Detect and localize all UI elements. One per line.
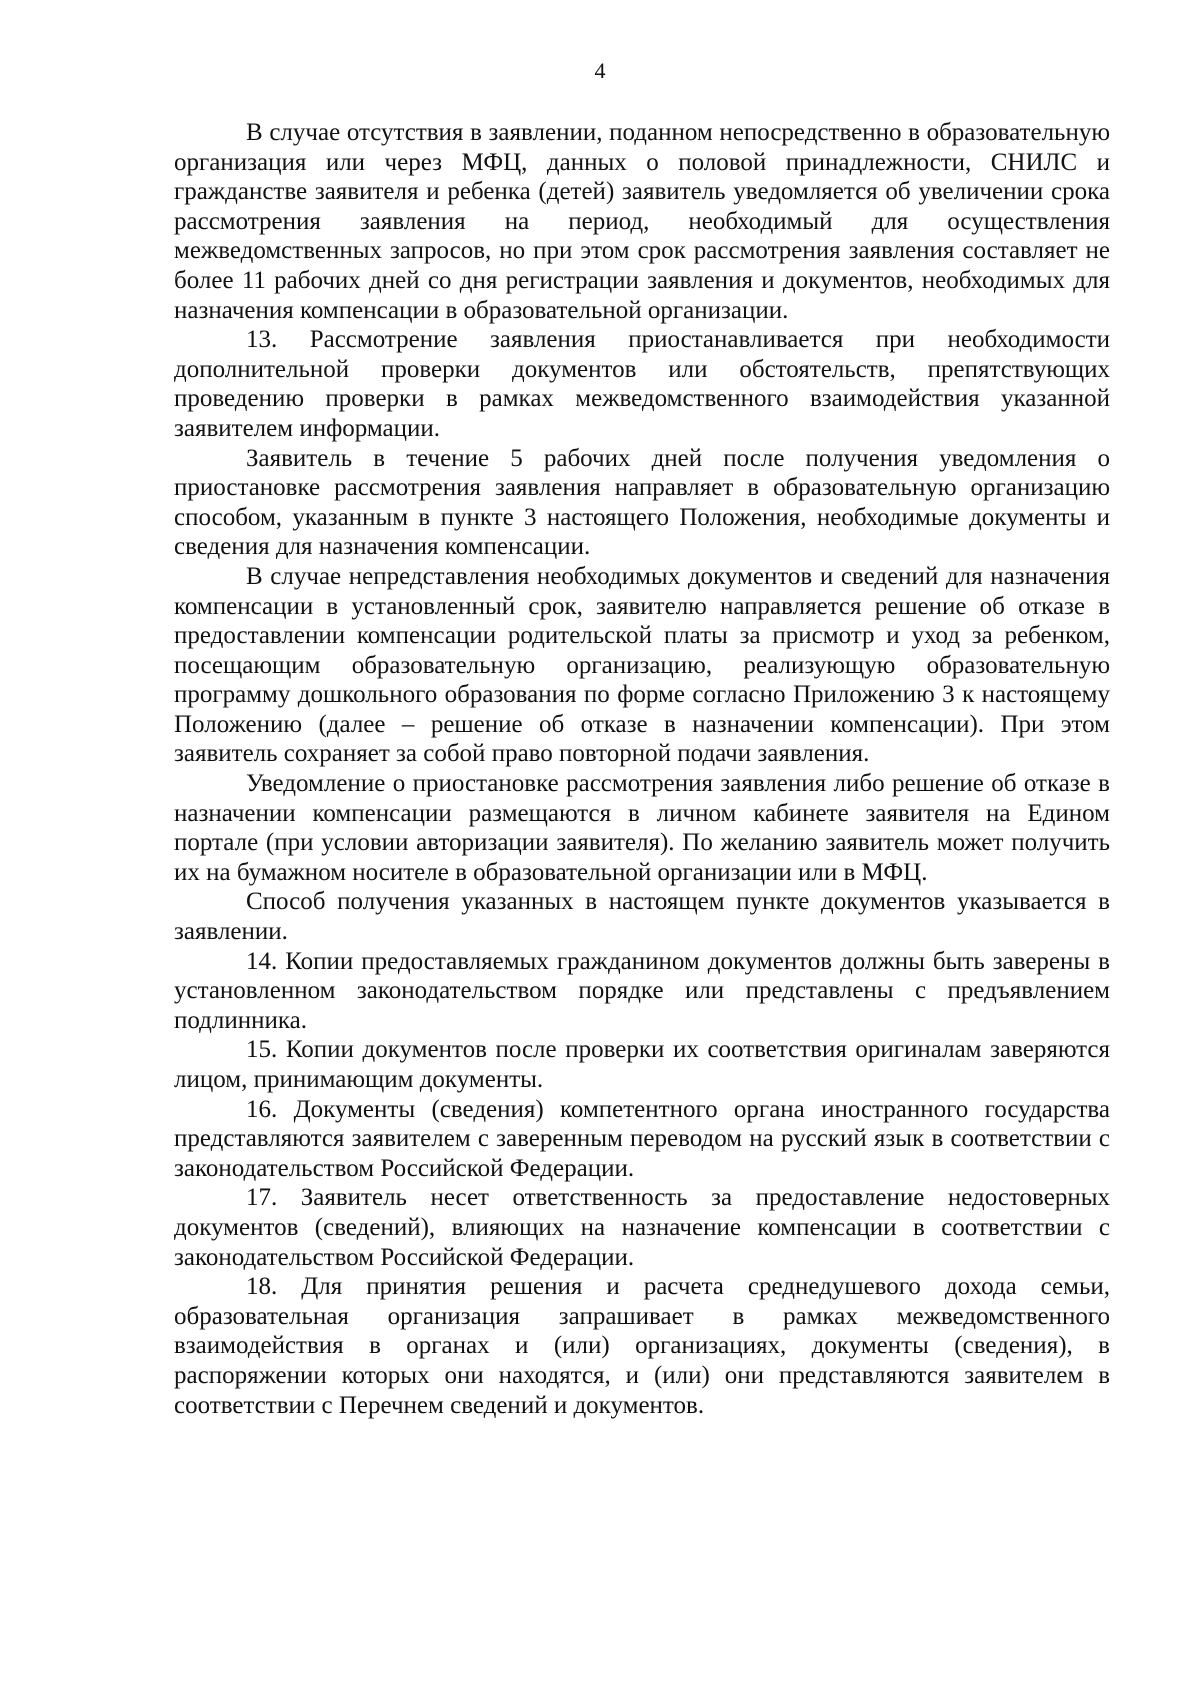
paragraph-refusal-decision: В случае непредставления необходимых документов и сведений для назначения компенсации в установленный срок, заявителю направляется решение об отказе в предоставлении компенсации родительской платы за присмотр и уход за ребенком, посещающим образовательную организацию, реализующую образовательную программу дошкольного образования по форме согласно Приложению 3 к настоящему Положению (далее – решение об отказе в назначении компенсации). При этом заявитель сохраняет за собой право повторной подачи заявления. [174, 562, 1110, 768]
paragraph-receipt-method: Способ получения указанных в настоящем пункте документов указывается в заявлении. [174, 888, 1110, 946]
paragraph-15: 15. Копии документов после проверки их соответствия оригиналам заверяются лицом, принимающим документы. [174, 1036, 1110, 1093]
paragraph-14: 14. Копии предоставляемых гражданином документов должны быть заверены в установленном законодательством порядке или представлены с предъявлением подлинника. [174, 947, 1110, 1034]
paragraph-13: 13. Рассмотрение заявления приостанавливается при необходимости дополнительной проверки документов или обстоятельств, препятствующих проведению проверки в рамках межведомственного взаимодействия указанной заявителем информации. [174, 326, 1110, 442]
page-number: 4 [594, 58, 606, 83]
paragraph-18: 18. Для принятия решения и расчета среднедушевого дохода семьи, образовательная организация запрашивает в рамках межведомственного взаимодействия в органах и (или) организациях, документы (сведения), в распоряжении которых они находятся, и (или) они представляются заявителем в соответствии с Перечнем сведений и документов. [174, 1273, 1110, 1419]
paragraph-applicant-deadline: Заявитель в течение 5 рабочих дней после получения уведомления о приостановке рассмотрения заявления направляет в образовательную организацию способом, указанным в пункте 3 настоящего Положения, необходимые документы и сведения для назначения компенсации. [174, 444, 1110, 561]
paragraph-16: 16. Документы (сведения) компетентного органа иностранного государства представляются заявителем с заверенным переводом на русский язык в соответствии с законодательством Российской Федерации. [174, 1095, 1110, 1182]
document-body [174, 118, 1110, 1420]
paragraph-missing-data: В случае отсутствия в заявлении, поданном непосредственно в образовательную организация или через МФЦ, данных о половой принадлежности, СНИЛС и гражданстве заявителя и ребенка (детей) заявитель уведомляется об увеличении срока рассмотрения заявления на период, необходимый для осуществления межведомственных запросов, но при этом срок рассмотрения заявления составляет не более 11 рабочих дней со дня регистрации заявления и документов, необходимых для назначения компенсации в образовательной организации. [174, 119, 1110, 324]
paragraph-notification-placement: Уведомление о приостановке рассмотрения заявления либо решение об отказе в назначении компенсации размещаются в личном кабинете заявителя на Едином портале (при условии авторизации заявителя). По желанию заявитель может получить их на бумажном носителе в образовательной организации или в МФЦ. [174, 770, 1110, 886]
paragraph-17: 17. Заявитель несет ответственность за предоставление недостоверных документов (сведений), влияющих на назначение компенсации в соответствии с законодательством Российской Федерации. [174, 1184, 1110, 1271]
